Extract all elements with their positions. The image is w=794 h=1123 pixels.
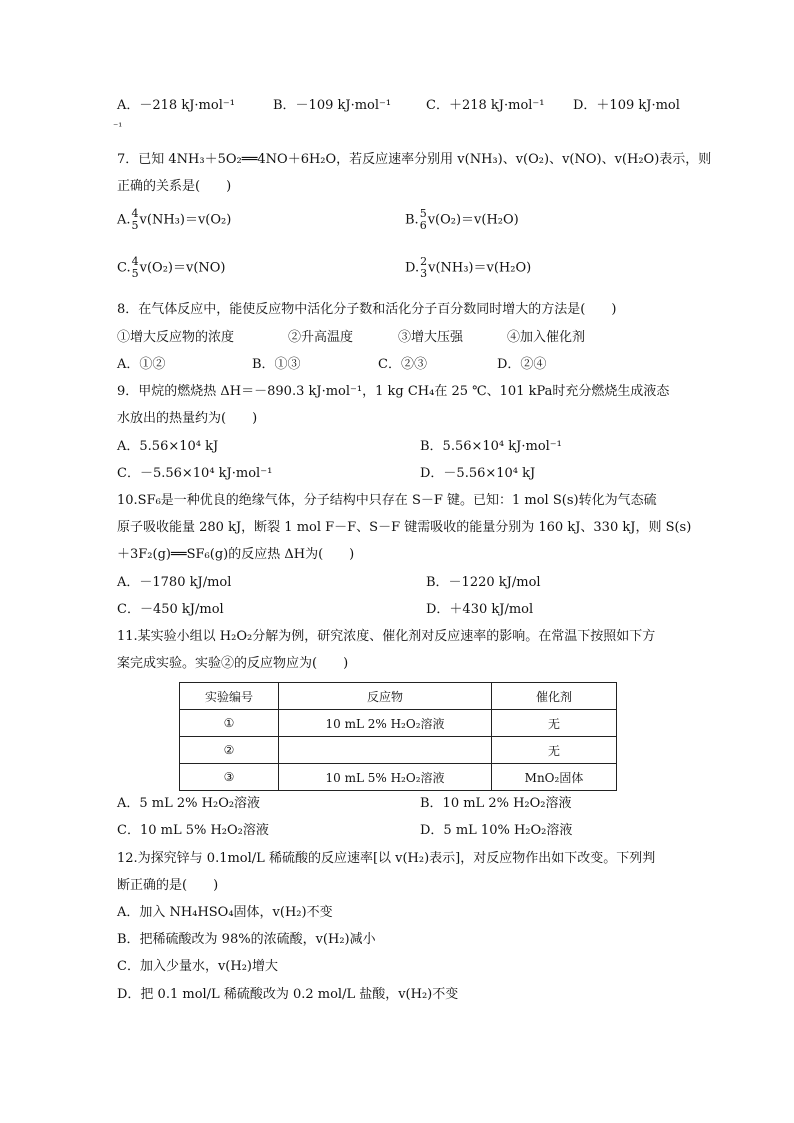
q7-option-c-label: C. <box>117 260 131 276</box>
table-cell: 10 mL 5% H₂O₂溶液 <box>279 764 492 791</box>
q12-option-a: A．加入 NH₄HSO₄固体，v(H₂)不变 <box>117 905 333 920</box>
table-header-cell: 催化剂 <box>492 683 617 710</box>
q7-option-c-expr: v(O₂)＝v(NO) <box>139 260 226 276</box>
q12-option-b: B．把稀硫酸改为 98%的浓硫酸，v(H₂)减小 <box>117 932 376 947</box>
q9-option-b: B．5.56×10⁴ kJ·mol⁻¹ <box>420 439 562 454</box>
table-header-row <box>180 683 617 710</box>
q12-option-c: C．加入少量水，v(H₂)增大 <box>117 959 278 974</box>
table-cell: MnO₂固体 <box>492 764 617 791</box>
fraction-denominator: 6 <box>419 219 427 232</box>
table-cell: ① <box>180 710 279 737</box>
q11-option-a: A．5 mL 2% H₂O₂溶液 <box>117 796 261 811</box>
fraction-numerator: 4 <box>131 255 139 268</box>
q7-option-b <box>405 208 519 232</box>
fraction-numerator: 5 <box>419 207 427 220</box>
q7-stem-line2: 正确的关系是( ) <box>117 179 232 194</box>
q7-stem-line1: 7．已知 4NH₃＋5O₂══4NO＋6H₂O，若反应速率分别用 v(NH₃)、v(O₂)、v(NO)、v(H₂O)表示，则 <box>117 152 712 167</box>
q7-option-b-fraction <box>420 208 427 232</box>
q8-method-3: ③增大压强 <box>398 330 464 345</box>
fraction-numerator: 2 <box>420 255 428 268</box>
q7-option-c <box>117 256 226 280</box>
experiment-table <box>179 682 617 791</box>
q10-stem-line2: 原子吸收能量 280 kJ，断裂 1 mol F－F、S－F 键需吸收的能量分别为 160 kJ、330 kJ，则 S(s) <box>117 520 692 535</box>
q9-stem-line1: 9．甲烷的燃烧热 ΔH＝－890.3 kJ·mol⁻¹，1 kg CH₄在 25 ℃、101 kPa时充分燃烧生成液态 <box>117 384 670 399</box>
q10-option-b: B．－1220 kJ/mol <box>426 575 541 590</box>
q9-option-d: D．－5.56×10⁴ kJ <box>420 466 536 481</box>
q12-stem-line1: 12.为探究锌与 0.1mol/L 稀硫酸的反应速率[以 v(H₂)表示]，对反应物作出如下改变。下列判 <box>117 851 656 866</box>
fraction-numerator: 4 <box>131 207 139 220</box>
q10-option-a: A．－1780 kJ/mol <box>117 575 232 590</box>
q9-option-c: C．－5.56×10⁴ kJ·mol⁻¹ <box>117 466 273 481</box>
q11-option-d: D．5 mL 10% H₂O₂溶液 <box>420 823 573 838</box>
q10-stem-line3: ＋3F₂(g)══SF₆(g)的反应热 ΔH为( ) <box>117 547 355 562</box>
q7-option-d-expr: v(NH₃)＝v(H₂O) <box>428 260 532 276</box>
table-cell: ② <box>180 737 279 764</box>
q8-method-4: ④加入催化剂 <box>507 330 586 345</box>
q11-option-b: B．10 mL 2% H₂O₂溶液 <box>420 796 572 811</box>
q10-stem-line1: 10.SF₆是一种优良的绝缘气体，分子结构中只存在 S－F 键。已知：1 mol S(s)转化为气态硫 <box>117 493 657 508</box>
q6-option-d-tail: ⁻¹ <box>113 122 123 133</box>
q7-option-c-fraction <box>132 256 139 280</box>
q7-option-a-expr: v(NH₃)＝v(O₂) <box>139 212 232 228</box>
table-row <box>180 737 617 764</box>
q11-stem-line2: 案完成实验。实验②的反应物应为( ) <box>117 656 349 671</box>
q7-option-b-label: B. <box>405 212 419 228</box>
table-cell: 10 mL 2% H₂O₂溶液 <box>279 710 492 737</box>
fraction-denominator: 5 <box>131 219 139 232</box>
q7-option-a-label: A. <box>117 212 131 228</box>
q7-option-d-label: D. <box>405 260 420 276</box>
q7-option-a-fraction <box>132 208 139 232</box>
q12-option-d: D．把 0.1 mol/L 稀硫酸改为 0.2 mol/L 盐酸，v(H₂)不变 <box>117 987 459 1002</box>
q9-option-a: A．5.56×10⁴ kJ <box>117 439 219 454</box>
q8-option-d: D．②④ <box>497 357 547 372</box>
q6-option-c: C．＋218 kJ·mol⁻¹ <box>426 98 545 113</box>
q7-option-d-fraction <box>420 256 427 280</box>
q6-option-d: D．＋109 kJ·mol <box>573 98 680 113</box>
table-cell <box>279 737 492 764</box>
q8-method-2: ②升高温度 <box>288 330 354 345</box>
q7-option-a <box>117 208 231 232</box>
q11-option-c: C．10 mL 5% H₂O₂溶液 <box>117 823 269 838</box>
q8-option-c: C．②③ <box>378 357 427 372</box>
fraction-denominator: 5 <box>131 267 139 280</box>
q8-option-b: B．①③ <box>252 357 301 372</box>
q10-option-c: C．－450 kJ/mol <box>117 602 224 617</box>
q6-option-a: A．－218 kJ·mol⁻¹ <box>117 98 235 113</box>
q11-stem-line1: 11.某实验小组以 H₂O₂分解为例，研究浓度、催化剂对反应速率的影响。在常温下按照如下方 <box>117 629 656 644</box>
q9-stem-line2: 水放出的热量约为( ) <box>117 411 258 426</box>
q8-stem: 8．在气体反应中，能使反应物中活化分子数和活化分子百分数同时增大的方法是( ) <box>117 302 617 317</box>
table-cell: ③ <box>180 764 279 791</box>
fraction-denominator: 3 <box>420 267 428 280</box>
table-row <box>180 764 617 791</box>
q10-option-d: D．＋430 kJ/mol <box>426 602 534 617</box>
table-header-cell: 实验编号 <box>180 683 279 710</box>
table-header-cell: 反应物 <box>279 683 492 710</box>
q7-option-d <box>405 256 531 280</box>
table-row <box>180 710 617 737</box>
q6-option-b: B．－109 kJ·mol⁻¹ <box>273 98 392 113</box>
q7-option-b-expr: v(O₂)＝v(H₂O) <box>427 212 519 228</box>
q12-stem-line2: 断正确的是( ) <box>117 878 219 893</box>
q8-option-a: A．①② <box>117 357 166 372</box>
table-cell: 无 <box>492 710 617 737</box>
table-cell: 无 <box>492 737 617 764</box>
q8-method-1: ①增大反应物的浓度 <box>117 330 235 345</box>
